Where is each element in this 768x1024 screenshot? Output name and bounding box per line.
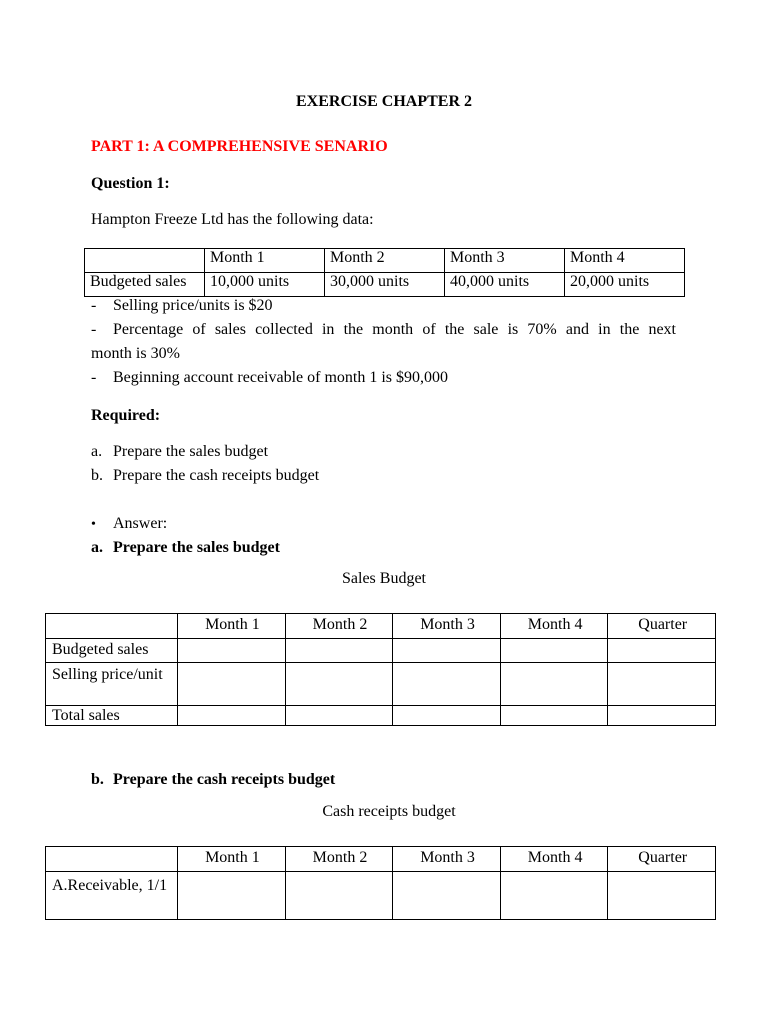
answer-label [91,515,167,533]
dash-marker: - [91,321,97,338]
column-header: Month 1 [178,847,286,872]
cash-receipts-caption: Cash receipts budget [322,803,456,820]
table-cell [500,872,608,920]
table-cell [285,872,393,920]
table-row [85,249,685,273]
row-label: Total sales [46,706,178,726]
column-header: Month 1 [205,249,325,273]
column-header: Month 2 [285,847,393,872]
table-cell [285,706,393,726]
column-header: Month 3 [393,614,501,639]
list-letter: a. [91,443,103,460]
table-cell [393,872,501,920]
table-cell [500,706,608,726]
table-cell [178,872,286,920]
table-row [46,614,716,639]
table-cell: 10,000 units [205,273,325,297]
table-cell [285,639,393,663]
table-cell [393,663,501,706]
list-item-continuation: month is 30% [91,345,180,362]
row-label: Selling price/unit [46,663,178,706]
row-label: Budgeted sales [46,639,178,663]
table-cell [285,663,393,706]
table-cell [608,872,716,920]
list-item [91,297,273,315]
list-item [91,369,448,387]
question-heading: Question 1: [91,175,170,192]
row-label: A.Receivable, 1/1 [46,872,178,920]
list-letter: b. [91,771,104,788]
table-row [46,639,716,663]
column-header: Quarter [608,847,716,872]
list-item-text: Prepare the cash receipts budget [113,467,320,484]
list-item-text: Percentage of sales collected in the month of the sale is 70% and in the next [113,321,676,338]
table-cell [608,706,716,726]
table-cell [46,847,178,872]
table-cell [178,706,286,726]
column-header: Month 3 [445,249,565,273]
table-row [46,706,716,726]
table-cell [500,639,608,663]
column-header: Month 4 [500,847,608,872]
column-header: Month 3 [393,847,501,872]
row-label: Budgeted sales [85,273,205,297]
table-row [46,847,716,872]
dash-marker: - [91,297,97,314]
column-header: Month 4 [565,249,685,273]
page-title: EXERCISE CHAPTER 2 [295,93,473,110]
answer-text: Answer: [113,515,168,532]
bullet-icon: • [91,517,96,532]
list-letter: b. [91,467,103,484]
column-header: Month 4 [500,614,608,639]
table-cell [178,639,286,663]
sales-budget-table [45,613,716,726]
list-item-text: Prepare the sales budget [113,443,269,460]
list-item [91,321,676,339]
section-heading-b [91,771,335,789]
list-letter: a. [91,539,103,556]
table-cell [393,639,501,663]
table-cell: 30,000 units [325,273,445,297]
required-heading: Required: [91,407,161,424]
table-cell: 20,000 units [565,273,685,297]
table-cell [608,663,716,706]
list-item-text: Beginning account receivable of month 1 is $90,000 [113,369,449,386]
section-title: Prepare the cash receipts budget [113,771,336,788]
list-item [91,467,319,485]
section-title: Prepare the sales budget [113,539,280,556]
table-cell [500,663,608,706]
intro-text: Hampton Freeze Ltd has the following data: [91,211,374,228]
table-cell [178,663,286,706]
given-data-table [84,248,685,297]
cash-receipts-table [45,846,716,920]
part-heading: PART 1: A COMPREHENSIVE SENARIO [91,138,388,155]
column-header: Month 1 [178,614,286,639]
list-item-text: Selling price/units is $20 [113,297,273,314]
section-heading-a [91,539,280,557]
column-header: Quarter [608,614,716,639]
table-row [85,273,685,297]
table-cell [393,706,501,726]
table-row [46,663,716,706]
column-header: Month 2 [325,249,445,273]
sales-budget-caption: Sales Budget [342,570,426,587]
table-cell [608,639,716,663]
list-item [91,443,268,461]
table-cell [46,614,178,639]
dash-marker: - [91,369,97,386]
table-row [46,872,716,920]
table-cell: 40,000 units [445,273,565,297]
table-cell [85,249,205,273]
column-header: Month 2 [285,614,393,639]
